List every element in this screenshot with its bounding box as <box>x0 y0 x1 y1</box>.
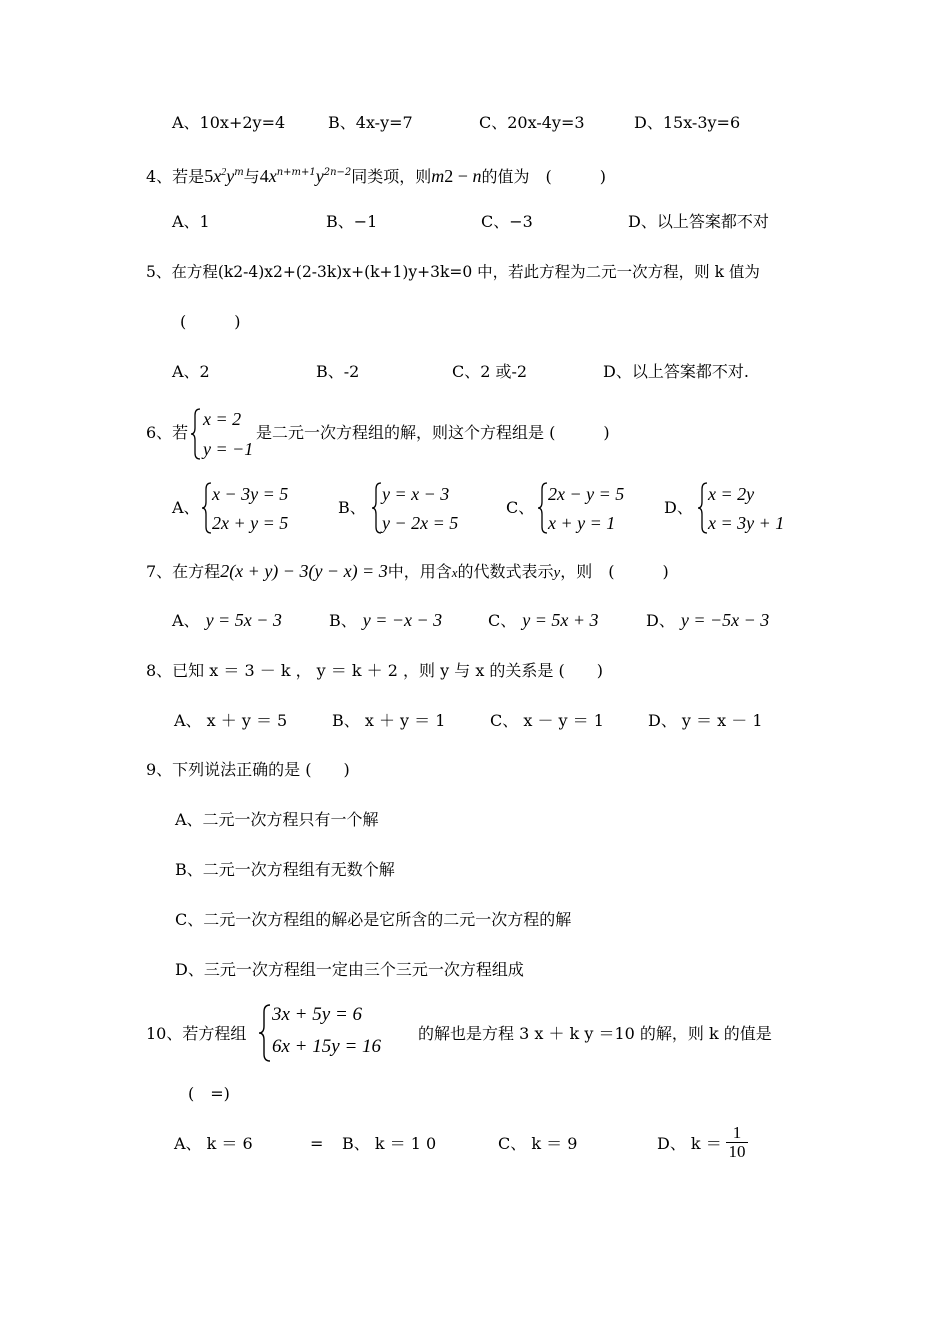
q4-option-c: C、−3 <box>481 212 533 231</box>
q7-option-b: B、 y = −x − 3 <box>329 610 443 630</box>
q6-stem-tail: 是二元一次方程组的解，则这个方程组是 ( ) <box>256 423 610 442</box>
q10-stem-tail: 的解也是方程 3 x ＋ k y ＝10 的解，则 k 的值是 <box>418 1024 772 1043</box>
q9-option-c: C、二元一次方程组的解必是它所含的二元一次方程的解 <box>175 910 572 929</box>
q4-expr-rest: 2 − <box>444 166 473 186</box>
q6-option-c-eq1: 2x − y = 5 <box>548 484 625 504</box>
q8-option-c: C、 x － y ＝ 1 <box>490 711 604 730</box>
q5-stem: 5、在方程(k2-4)x2+(2-3k)x+(k+1)y+3k=0 中，若此方程为二元一次方程，则 k 值为 <box>146 263 760 281</box>
q10-system-eq2: 6x + 15y = 16 <box>272 1036 382 1057</box>
q10-answer-paren: ( =) <box>188 1084 230 1103</box>
q7-var-x: x <box>451 565 458 580</box>
q4-term2-coef: 4 <box>259 166 269 186</box>
q6-option-c-label: C、 <box>506 498 535 517</box>
q3-option-d: D、15x-3y=6 <box>634 113 741 132</box>
q8-option-b: B、 x ＋ y ＝ 1 <box>332 711 446 730</box>
q3-option-a: A、10x+2y=4 <box>172 113 286 132</box>
q7-equation: 2(x + y) − 3(y − x) = 3 <box>220 561 388 581</box>
q4-term1-y: y <box>226 166 235 186</box>
q3-option-c: C、20x-4y=3 <box>479 113 585 132</box>
q6-solution-brace <box>190 408 202 460</box>
q5-option-c: C、2 或-2 <box>452 362 528 381</box>
q10-option-d-fraction <box>726 1124 748 1161</box>
q9-option-b: B、二元一次方程组有无数个解 <box>175 860 395 879</box>
q4-term1-xexp: 2 <box>221 167 227 178</box>
q5-answer-paren: ( ) <box>180 312 241 331</box>
q6-option-d-eq1: x = 2y <box>708 484 755 504</box>
q9-option-a: A、二元一次方程只有一个解 <box>175 810 379 829</box>
q8-option-d: D、 y ＝ x － 1 <box>648 711 763 730</box>
q6-option-d-label: D、 <box>664 498 693 517</box>
q4-number: 4、若是 <box>146 167 205 186</box>
q7-text-2: 的代数式表示 <box>457 562 554 581</box>
q3-option-b: B、4x-y=7 <box>328 113 413 132</box>
q10-option-c: C、 k ＝ 9 <box>498 1134 578 1153</box>
q5-option-d: D、以上答案都不对. <box>603 362 749 381</box>
q6-option-b-eq1: y = x − 3 <box>382 484 450 504</box>
q6-option-b-label: B、 <box>338 498 366 517</box>
q10-option-b: B、 k ＝ 1 0 <box>342 1134 437 1153</box>
q7-var-y: y <box>553 565 561 581</box>
q7-answer-paren: ，则 ( ) <box>560 562 669 581</box>
q4-option-d: D、以上答案都不对 <box>628 212 769 231</box>
q7-option-d-expr: y = −5x − 3 <box>680 610 770 630</box>
q7-option-c: C、 y = 5x + 3 <box>488 610 599 630</box>
q7-option-a-expr: y = 5x − 3 <box>205 610 282 630</box>
q7-option-d: D、 y = −5x − 3 <box>646 610 770 630</box>
q6-number: 6、若 <box>146 423 189 442</box>
q6-option-a-eq2: 2x + y = 5 <box>212 513 289 533</box>
q8-stem: 8、已知 x ＝ 3 － k ， y ＝ k ＋ 2 ，则 y 与 x 的关系是 ( ) <box>146 661 604 680</box>
q9-stem: 9、下列说法正确的是 ( ) <box>146 760 350 779</box>
q7-option-c-expr: y = 5x + 3 <box>522 610 599 630</box>
q4-answer-paren: 的值为 ( ) <box>481 167 606 186</box>
q6-option-c-eq2: x + y = 1 <box>548 513 616 533</box>
q6-option-b-eq2: y − 2x = 5 <box>382 513 459 533</box>
q4-term2-xexp: n+m+1 <box>276 167 316 178</box>
q4-mid-text: 与 <box>243 167 260 186</box>
q5-option-b: B、-2 <box>316 362 360 381</box>
q10-option-d-label: D、 k ＝ <box>657 1134 722 1153</box>
q10-number: 10、若方程组 <box>146 1024 247 1043</box>
q6-option-a-eq1: x − 3y = 5 <box>212 484 289 504</box>
q4-term1-coef: 5 <box>204 166 214 186</box>
q6-solution-x: x = 2 <box>203 409 242 429</box>
q10-option-a: A、 k ＝ 6 <box>174 1134 253 1153</box>
q4-expr-n: n <box>472 166 482 186</box>
q10-stray-mark: = <box>310 1134 324 1153</box>
q5-option-a: A、2 <box>172 362 210 381</box>
q10-system-eq1: 3x + 5y = 6 <box>272 1004 363 1025</box>
q8-option-a: A、 x ＋ y ＝ 5 <box>174 711 288 730</box>
q4-term2-y: y <box>315 166 324 186</box>
q7-option-a: A、 y = 5x − 3 <box>172 610 282 630</box>
q4-tail-text: 同类项，则 <box>351 167 432 186</box>
q7-stem <box>146 561 669 583</box>
q4-term2-yexp: 2n−2 <box>323 167 352 178</box>
q6-solution-y: y = −1 <box>203 439 254 459</box>
q4-option-b: B、−1 <box>326 212 378 231</box>
q6-option-a-label: A、 <box>172 498 200 517</box>
q10-system-brace <box>258 1004 272 1062</box>
q4-stem <box>146 163 606 187</box>
q4-term1-x: x <box>213 166 222 186</box>
q4-term1-yexp: m <box>234 167 244 178</box>
q4-expr-m: m <box>431 166 445 186</box>
q10-option-d-denominator: 10 <box>726 1142 748 1161</box>
q9-option-d: D、三元一次方程组一定由三个三元一次方程组成 <box>175 960 524 979</box>
q4-option-a: A、1 <box>172 212 210 231</box>
q7-text-1: 中，用含 <box>387 562 452 581</box>
q7-option-b-expr: y = −x − 3 <box>362 610 443 630</box>
q10-option-d-numerator: 1 <box>732 1123 742 1142</box>
q7-number: 7、在方程 <box>146 562 221 581</box>
q6-option-d-eq2: x = 3y + 1 <box>708 513 785 533</box>
q4-term2-x: x <box>268 166 277 186</box>
